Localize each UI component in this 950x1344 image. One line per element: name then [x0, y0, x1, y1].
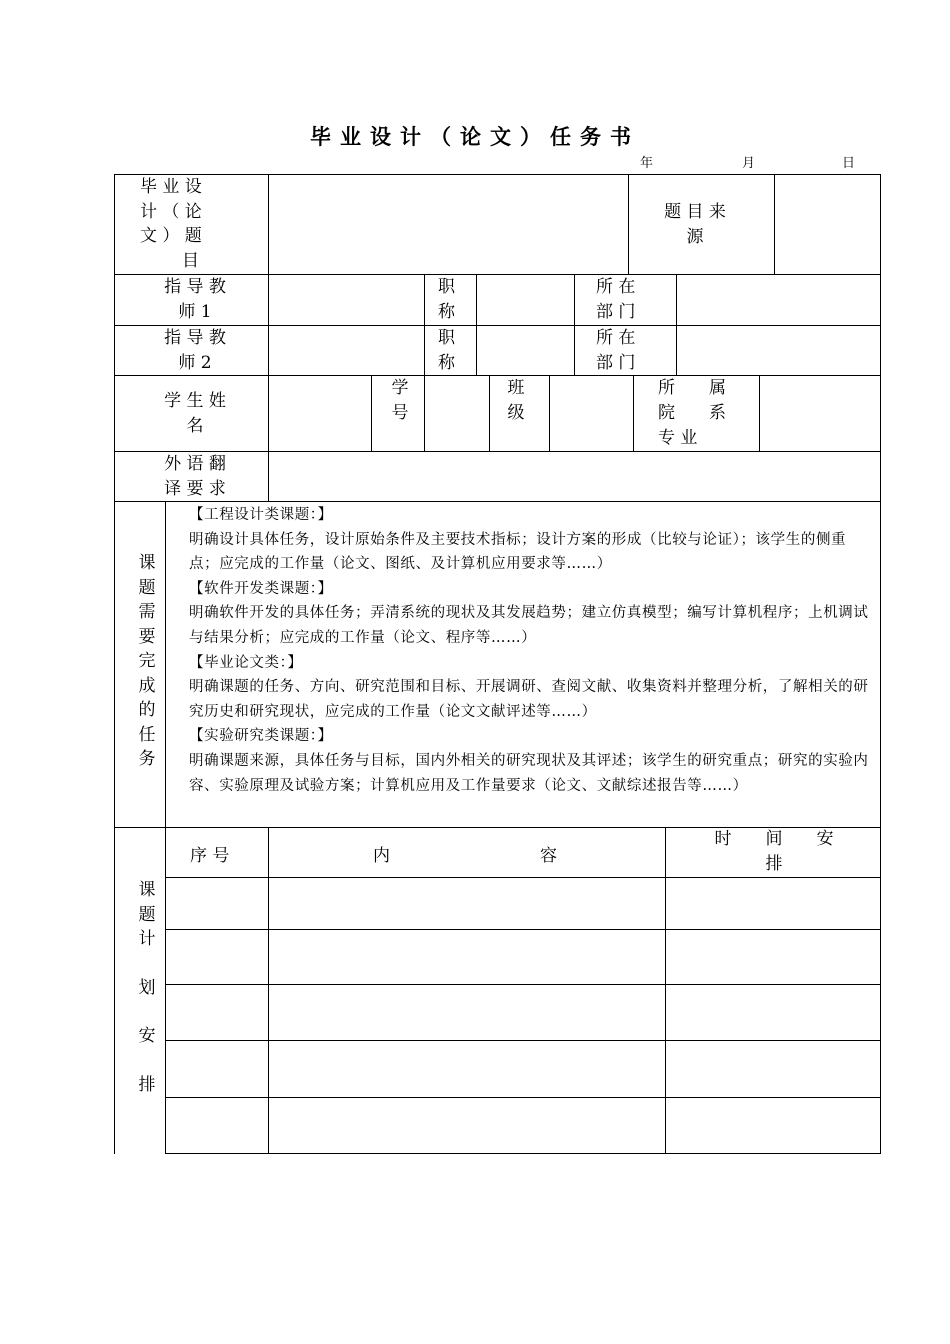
task-text-experiment: 明确课题来源，具体任务与目标，国内外相关的研究现状及其评述；该学生的研究重点；研究的实验内容、实验原理及试验方案；计算机应用及工作量要求（论文、文献综述报告等……）	[189, 752, 869, 794]
translation-requirement-label: 外 语 翻 译 要 求	[164, 454, 226, 499]
student-id-label: 学 号	[391, 378, 409, 423]
task-heading-thesis: 【毕业论文类：】	[189, 654, 303, 671]
college-major-label: 所 属 院 系 专 业	[658, 378, 726, 448]
task-heading-engineering: 【工程设计类课题：】	[189, 507, 333, 523]
topic-input[interactable]	[270, 176, 626, 272]
class-label: 班 级	[507, 378, 525, 423]
advisor1-title-input[interactable]	[478, 276, 572, 323]
advisor1-name-input[interactable]	[270, 276, 422, 323]
plan-col-number: 序 号	[190, 846, 230, 866]
task-text-engineering: 明确设计具体任务，设计原始条件及主要技术指标；设计方案的形成（比较与论证）；该学生的侧重点；应完成的工作量（论文、图纸、及计算机应用要求等……）	[189, 531, 847, 573]
advisor2-label: 指 导 教 师 2	[164, 328, 226, 373]
advisor1-label: 指 导 教 师 1	[164, 277, 226, 322]
advisor2-name-input[interactable]	[270, 327, 422, 373]
student-name-input[interactable]	[270, 377, 369, 449]
plan-side-label: 课 题 计 划 安 排	[138, 880, 156, 1095]
date-year-label: 年	[640, 156, 654, 171]
topic-source-input[interactable]	[776, 176, 878, 272]
page-title: 毕业设计（论文）任务书	[310, 125, 640, 149]
task-text-software: 明确软件开发的具体任务；弄清系统的现状及其发展趋势；建立仿真模型；编写计算机程序；上机调试与结果分析；应完成的工作量（论文、程序等……）	[189, 605, 869, 646]
task-heading-experiment: 【实验研究类课题：】	[189, 728, 333, 745]
task-heading-software: 【软件开发类课题：】	[189, 580, 333, 597]
student-name-label: 学 生 姓 名	[164, 391, 226, 436]
plan-row[interactable]	[167, 986, 879, 1038]
plan-row[interactable]	[167, 1042, 879, 1095]
plan-row[interactable]	[167, 1099, 879, 1151]
college-major-input[interactable]	[761, 377, 878, 449]
plan-row[interactable]	[167, 931, 879, 982]
tasks-side-label: 课 题 需 要 完 成 的 任 务	[138, 553, 156, 769]
date-month-label: 月	[742, 156, 756, 171]
plan-col-content-a: 内	[373, 846, 390, 866]
advisor2-dept-input[interactable]	[678, 327, 878, 373]
plan-row[interactable]	[167, 879, 879, 927]
advisor1-dept-input[interactable]	[678, 276, 878, 323]
plan-col-content-b: 容	[540, 846, 557, 866]
advisor2-title-label: 职 称	[438, 328, 455, 373]
student-id-input[interactable]	[426, 377, 487, 449]
task-text-thesis: 明确课题的任务、方向、研究范围和目标、开展调研、查阅文献、收集资料并整理分析，了解相关的研究历史和研究现状，应完成的工作量（论文文献评述等……）	[189, 679, 869, 720]
topic-source-label: 题 目 来 源	[664, 202, 726, 247]
date-day-label: 日	[842, 156, 856, 171]
advisor2-dept-label: 所 在 部 门	[596, 328, 636, 373]
translation-requirement-input[interactable]	[270, 453, 878, 499]
class-input[interactable]	[551, 377, 631, 449]
topic-label: 毕 业 设 计 （ 论 文 ） 题 目	[140, 177, 202, 271]
advisor1-dept-label: 所 在 部 门	[596, 277, 636, 322]
advisor1-title-label: 职 称	[438, 277, 455, 322]
tasks-description	[189, 503, 871, 798]
plan-col-time: 时 间 安 排	[714, 829, 834, 874]
advisor2-title-input[interactable]	[478, 327, 572, 373]
